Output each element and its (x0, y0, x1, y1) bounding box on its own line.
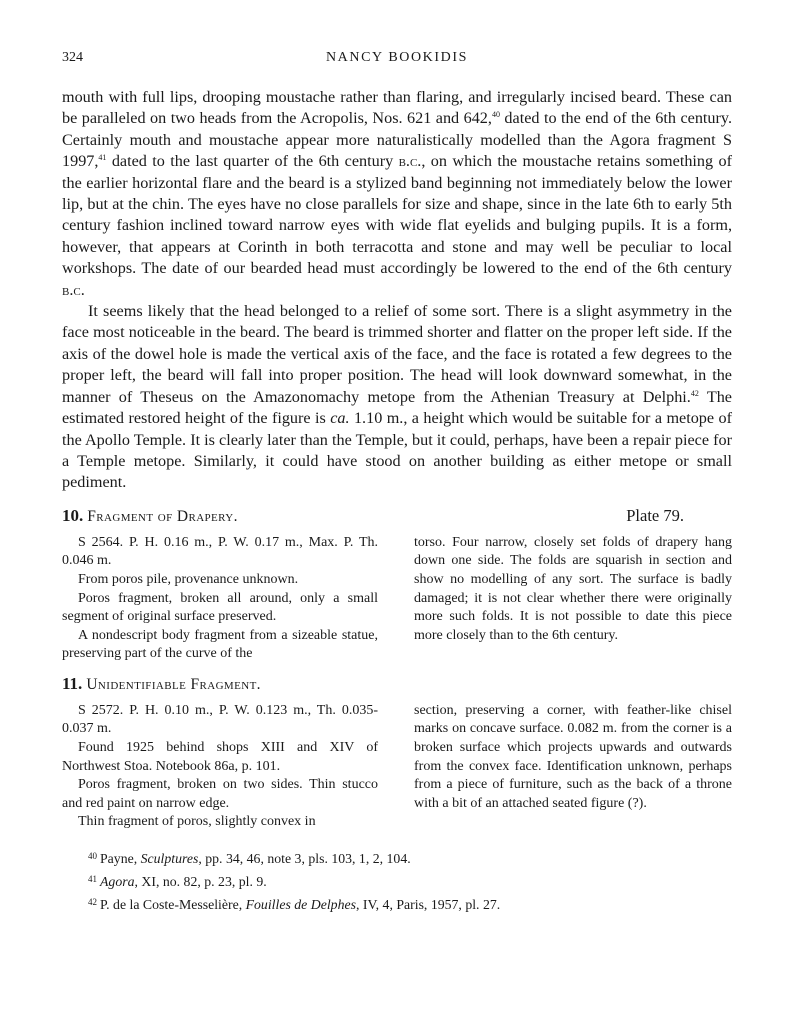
catalogue-description: A nondescript body fragment from a sizeable statue, preserving part of the curve of the (62, 627, 378, 662)
intro-paragraph: mouth with full lips, drooping moustache rather than flaring, and irregularly incised beard. These can be paralleled on two heads from the Acropolis, Nos. 621 and 642,40 dated to the end of the 6th century. Certainly mouth and moustache appear more naturalistically modelled than the Agora fragment S 1997,41 dated to the last quarter of the 6th century b.c., on which the moustache retains something of the earlier horizontal flare and the beard is a stylized band beginning not immediately below the lower lip, but at the chin. The eyes have no close parallels for size and shape, since in the late 6th to early 5th century fashion inclined toward narrow eyes with wide flat eyelids and bulging pupils. It is a form, however, that appears at Corinth in both terracotta and stone and may well be peculiar to local workshops. The date of our bearded head must accordingly be lowered to the end of the 6th century b.c. (62, 88, 732, 299)
entry-11-heading (62, 674, 732, 696)
entry-10-right-column (414, 534, 732, 664)
entry-10-left-column (62, 534, 378, 664)
catalogue-description-cont: torso. Four narrow, closely set folds of drapery hang down one side. The folds are squarish in section and show no modelling of any sort. The surface is badly damaged; it is not clear whether there were originally more such folds. It is not possible to date this piece more closely than to the 6th century. (414, 534, 732, 643)
footnote-40: $^{40}$ Payne, Sculptures, pp. 34, 46, note 3, pls. 103, 1, 2, 104. (88, 851, 411, 867)
catalogue-description-cont: section, preserving a corner, with feather-like chisel marks on concave surface. 0.082 m. from the corner is a broken surface which projects upwards and outwards from the convex face. Identification unknown, perhaps from a piece of furniture, such as the back of a throne with a bit of an attached seated figure (?). (414, 702, 732, 811)
entry-number: 10. (62, 505, 84, 525)
entry-11-right-column (414, 702, 732, 832)
catalogue-provenance: From poros pile, provenance unknown. (78, 571, 299, 587)
footnote-42: $^{42}$ P. de la Coste-Messelière, Fouilles de Delphes, IV, 4, Paris, 1957, pl. 27. (88, 897, 501, 913)
second-paragraph: It seems likely that the head belonged to a relief of some sort. There is a slight asymmetry in the face most noticeable in the beard. The beard is trimmed shorter and flatter on the proper left side. If the axis of the dowel hole is made the vertical axis of the face, and the face is rotated a few degrees to the proper left, the beard will fall into proper position. The head will look downward somewhat, in the manner of Theseus on the Amazonomachy metope from the Athenian Treasury at Delphi.$^{42}$ The estimated restored height of the figure is ca. 1.10 m., a height which would be suitable for a metope of the Apollo Temple. It is clearly later than the Temple, but it could, perhaps, have been a repair piece for a Temple metope. Similarly, it could have stood on another building as either metope or small pediment. (62, 302, 732, 492)
entry-11-left-column (62, 702, 378, 832)
page-number: 324 (62, 50, 83, 65)
bc-abbrev: b.c. (62, 280, 85, 299)
entry-title: Fragment of Drapery. (87, 507, 238, 525)
catalogue-description: Thin fragment of poros, slightly convex in (78, 814, 316, 830)
entry-title: Unidentifiable Fragment. (86, 675, 261, 693)
catalogue-measurements: S 2564. P. H. 0.16 m., P. W. 0.17 m., Max. P. Th. 0.046 m. (62, 534, 378, 569)
entry-10-body (62, 534, 732, 664)
running-header (62, 50, 732, 72)
entry-11-body (62, 702, 732, 832)
catalogue-condition: Poros fragment, broken all around, only a small segment of original surface preserved. (62, 590, 378, 625)
page (62, 50, 732, 915)
footnote-ref-40: 40 (491, 110, 500, 120)
plate-reference: Plate 79. (626, 505, 684, 525)
catalogue-provenance: Found 1925 behind shops XIII and XIV of Northwest Stoa. Notebook 86a, p. 101. (62, 740, 378, 774)
catalogue-condition: Poros fragment, broken on two sides. Thin stucco and red paint on narrow edge. (62, 777, 378, 811)
main-text (62, 87, 732, 494)
bc-abbrev: b.c. (398, 152, 422, 171)
footnote-ref-42: 42 (690, 388, 699, 398)
running-head-author: NANCY BOOKIDIS (325, 50, 469, 65)
entry-10-heading (62, 506, 732, 528)
entry-number: 11. (62, 673, 83, 693)
footnote-41: $^{41}$ Agora, XI, no. 82, p. 23, pl. 9. (88, 874, 267, 890)
footnote-ref-41: 41 (98, 153, 107, 163)
footnotes (62, 846, 732, 915)
circa-abbrev: ca. (330, 409, 350, 428)
catalogue-measurements: S 2572. P. H. 0.10 m., P. W. 0.123 m., Th. 0.035-0.037 m. (62, 702, 378, 737)
